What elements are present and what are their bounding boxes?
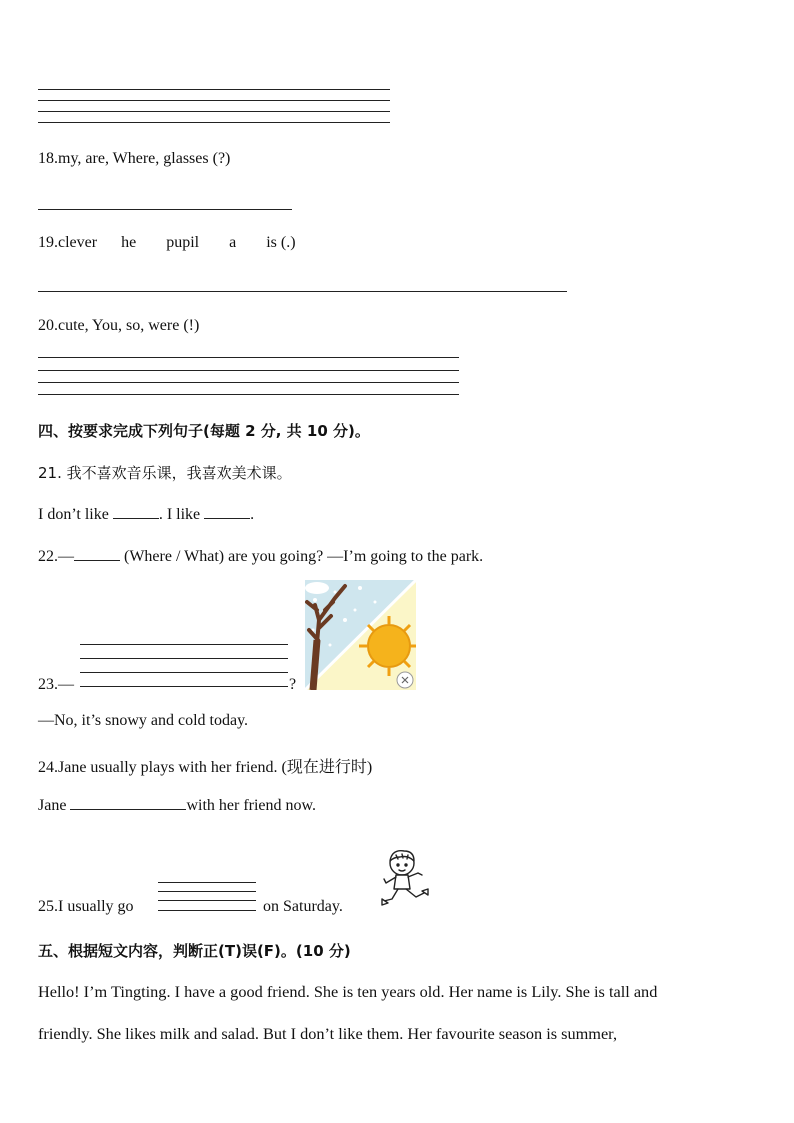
q19-word-4: a xyxy=(229,234,237,251)
q24-answer xyxy=(38,795,316,815)
q17-answer-line-1[interactable] xyxy=(38,89,390,90)
q25-part-2: on Saturday. xyxy=(263,898,343,915)
q25-part-1: 25.I usually go xyxy=(38,898,134,915)
q19-word-3: pupil xyxy=(166,234,200,251)
q21-answer-part-2: . I like xyxy=(158,506,201,523)
q25-answer-line-1[interactable] xyxy=(158,882,256,883)
q19-number: 19. xyxy=(38,234,58,251)
q24-prompt: 24.Jane usually plays with her friend. (现在进行时) xyxy=(38,759,373,776)
winter-summer-icon xyxy=(305,580,416,690)
q23-answer-line-4[interactable] xyxy=(80,686,288,687)
q21-blank-1[interactable] xyxy=(113,504,159,519)
q21-answer-part-1: I don’t like xyxy=(38,506,109,523)
q20-prompt: 20.cute, You, so, were (!) xyxy=(38,317,200,334)
q23-prefix: 23.— xyxy=(38,676,74,693)
q22-prefix: 22.— xyxy=(38,548,74,565)
q19-word-5: is (.) xyxy=(266,234,296,251)
q21-answer xyxy=(38,504,254,524)
passage-line-2: friendly. She likes milk and salad. But I don’t like them. Her favourite season is summer, xyxy=(38,1024,618,1043)
q21-answer-part-3: . xyxy=(250,506,255,523)
q23-suffix: ? xyxy=(289,676,297,693)
passage-line-1: Hello! I’m Tingting. I have a good friend. She is ten years old. Her name is Lily. She is tall and xyxy=(38,982,658,1001)
q22-blank[interactable] xyxy=(74,546,120,561)
q24-answer-part-1: Jane xyxy=(38,797,67,814)
q21-prompt: 21. 我不喜欢音乐课，我喜欢美术课。 xyxy=(38,464,292,482)
q23-answer-line-2[interactable] xyxy=(80,658,288,659)
q25-answer-line-3[interactable] xyxy=(158,900,256,901)
q25-answer-line-4[interactable] xyxy=(158,910,256,911)
q20-answer-line-3[interactable] xyxy=(38,382,459,383)
q23-answer-line-3[interactable] xyxy=(80,672,288,673)
q25-answer-line-2[interactable] xyxy=(158,891,256,892)
q19-answer-line[interactable] xyxy=(38,291,567,292)
q19-prompt xyxy=(38,234,296,252)
q21-blank-2[interactable] xyxy=(204,504,250,519)
q17-answer-line-2[interactable] xyxy=(38,100,390,101)
q24-blank[interactable] xyxy=(70,795,186,810)
q19-word-1: clever xyxy=(58,234,98,251)
section-4-heading: 四、按要求完成下列句子(每题 2 分, 共 10 分)。 xyxy=(38,422,370,440)
q23-answer-line-1[interactable] xyxy=(80,644,288,645)
q18-answer-line[interactable] xyxy=(38,209,292,210)
q17-answer-line-4[interactable] xyxy=(38,122,390,123)
q22-rest: (Where / What) are you going? —I’m going to the park. xyxy=(124,548,484,565)
q17-answer-line-3[interactable] xyxy=(38,111,390,112)
q23-answer-text: —No, it’s snowy and cold today. xyxy=(38,712,249,729)
q19-word-2: he xyxy=(121,234,137,251)
q20-answer-line-1[interactable] xyxy=(38,357,459,358)
running-boy-icon xyxy=(378,845,438,913)
section-5-heading: 五、根据短文内容，判断正(T)误(F)。(10 分) xyxy=(38,942,351,960)
q20-answer-line-4[interactable] xyxy=(38,394,459,395)
q24-answer-part-2: with her friend now. xyxy=(186,797,317,814)
q20-answer-line-2[interactable] xyxy=(38,370,459,371)
q18-prompt: 18.my, are, Where, glasses (?) xyxy=(38,150,231,167)
q22-prompt xyxy=(38,546,483,566)
